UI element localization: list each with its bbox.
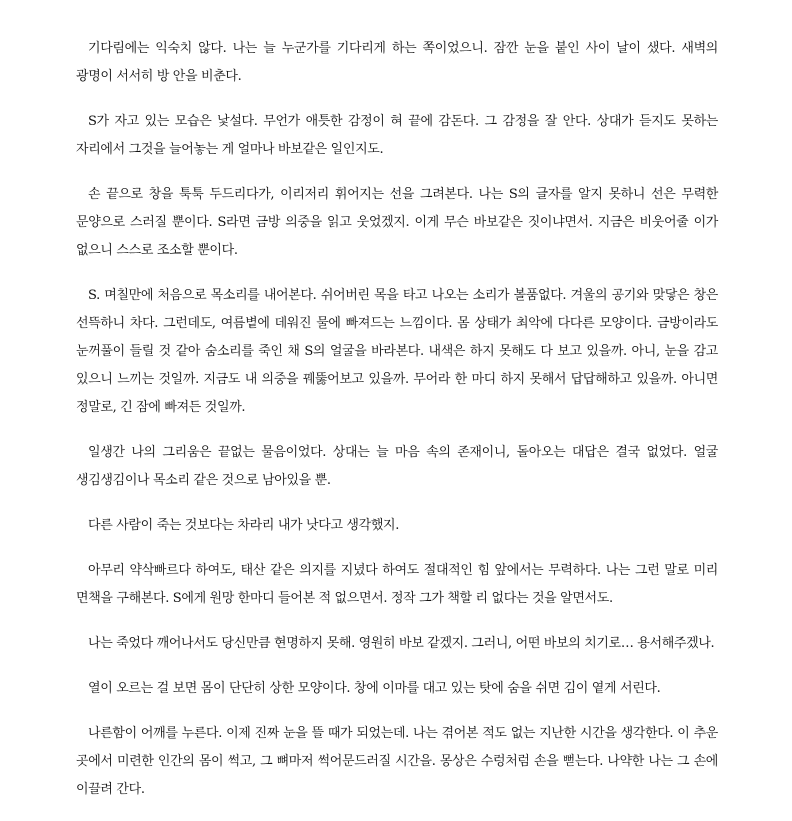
paragraph: 나른함이 어깨를 누른다. 이제 진짜 눈을 뜰 때가 되었는데. 나는 겪어본 적도 없는 지난한 시간을 생각한다. 이 추운 곳에서 미련한 인간의 몸이 썩고, 그 뼈마저 썩어문드러질 시간을. 몽상은 수렁처럼 손을 뻗는다. 나약한 나는 그 손에 이끌려 간다. — [76, 726, 718, 797]
paragraph: 다른 사람이 죽는 것보다는 차라리 내가 낫다고 생각했지. — [88, 518, 400, 533]
paragraph: 기다림에는 익숙치 않다. 나는 늘 누군가를 기다리게 하는 쪽이었으니. 잠깐 눈을 붙인 사이 날이 샜다. 새벽의 광명이 서서히 방 안을 비춘다. — [76, 41, 718, 84]
paragraph: S가 자고 있는 모습은 낯설다. 무언가 애틋한 감정이 혀 끝에 감돈다. 그 감정을 잘 안다. 상대가 듣지도 못하는 자리에서 그것을 늘어놓는 게 얼마나 바보같은 일인지도. — [76, 114, 718, 157]
paragraph: S. 며칠만에 처음으로 목소리를 내어본다. 쉬어버린 목을 타고 나오는 소리가 볼품없다. 겨울의 공기와 맞닿은 창은 선뜩하니 차다. 그런데도, 여름볕에 데워진 물에 빠져드는 느낌이다. 몸 상태가 최악에 다다른 모양이다. 금방이라도 눈꺼풀이 들릴 것 같아 숨소리를 죽인 채 S의 얼굴을 바라본다. 내색은 하지 못해도 다 보고 있을까. 아니, 눈을 감고 있으니 느끼는 것일까. 지금도 내 의중을 꿰뚫어보고 있을까. 무어라 한 마디 하지 못해서 답답해하고 있을까. 아니면 정말로, 긴 잠에 빠져든 것일까. — [76, 288, 718, 415]
document-body — [76, 35, 718, 821]
paragraph: 나는 죽었다 깨어나서도 당신만큼 현명하지 못해. 영원히 바보 같겠지. 그러니, 어떤 바보의 치기로… 용서해주겠나. — [88, 636, 715, 651]
paragraph: 손 끝으로 창을 툭툭 두드리다가, 이리저리 휘어지는 선을 그려본다. 나는 S의 글자를 알지 못하니 선은 무력한 문양으로 스러질 뿐이다. S라면 금방 의중을 읽고 웃었겠지. 이게 무슨 바보같은 짓이냐면서. 지금은 비웃어줄 이가 없으니 스스로 조소할 뿐이다. — [76, 187, 718, 258]
paragraph: 아무리 약삭빠르다 하여도, 태산 같은 의지를 지녔다 하여도 절대적인 힘 앞에서는 무력하다. 나는 그런 말로 미리 면책을 구해본다. S에게 원망 한마디 들어본 적 없으면서. 정작 그가 책할 리 없다는 것을 알면서도. — [76, 563, 718, 606]
paragraph: 열이 오르는 걸 보면 몸이 단단히 상한 모양이다. 창에 이마를 대고 있는 탓에 숨을 쉬면 김이 옅게 서린다. — [88, 681, 661, 696]
paragraph: 일생간 나의 그리움은 끝없는 물음이었다. 상대는 늘 마음 속의 존재이니, 돌아오는 대답은 결국 없었다. 얼굴 생김생김이나 목소리 같은 것으로 남아있을 뿐. — [76, 445, 718, 488]
